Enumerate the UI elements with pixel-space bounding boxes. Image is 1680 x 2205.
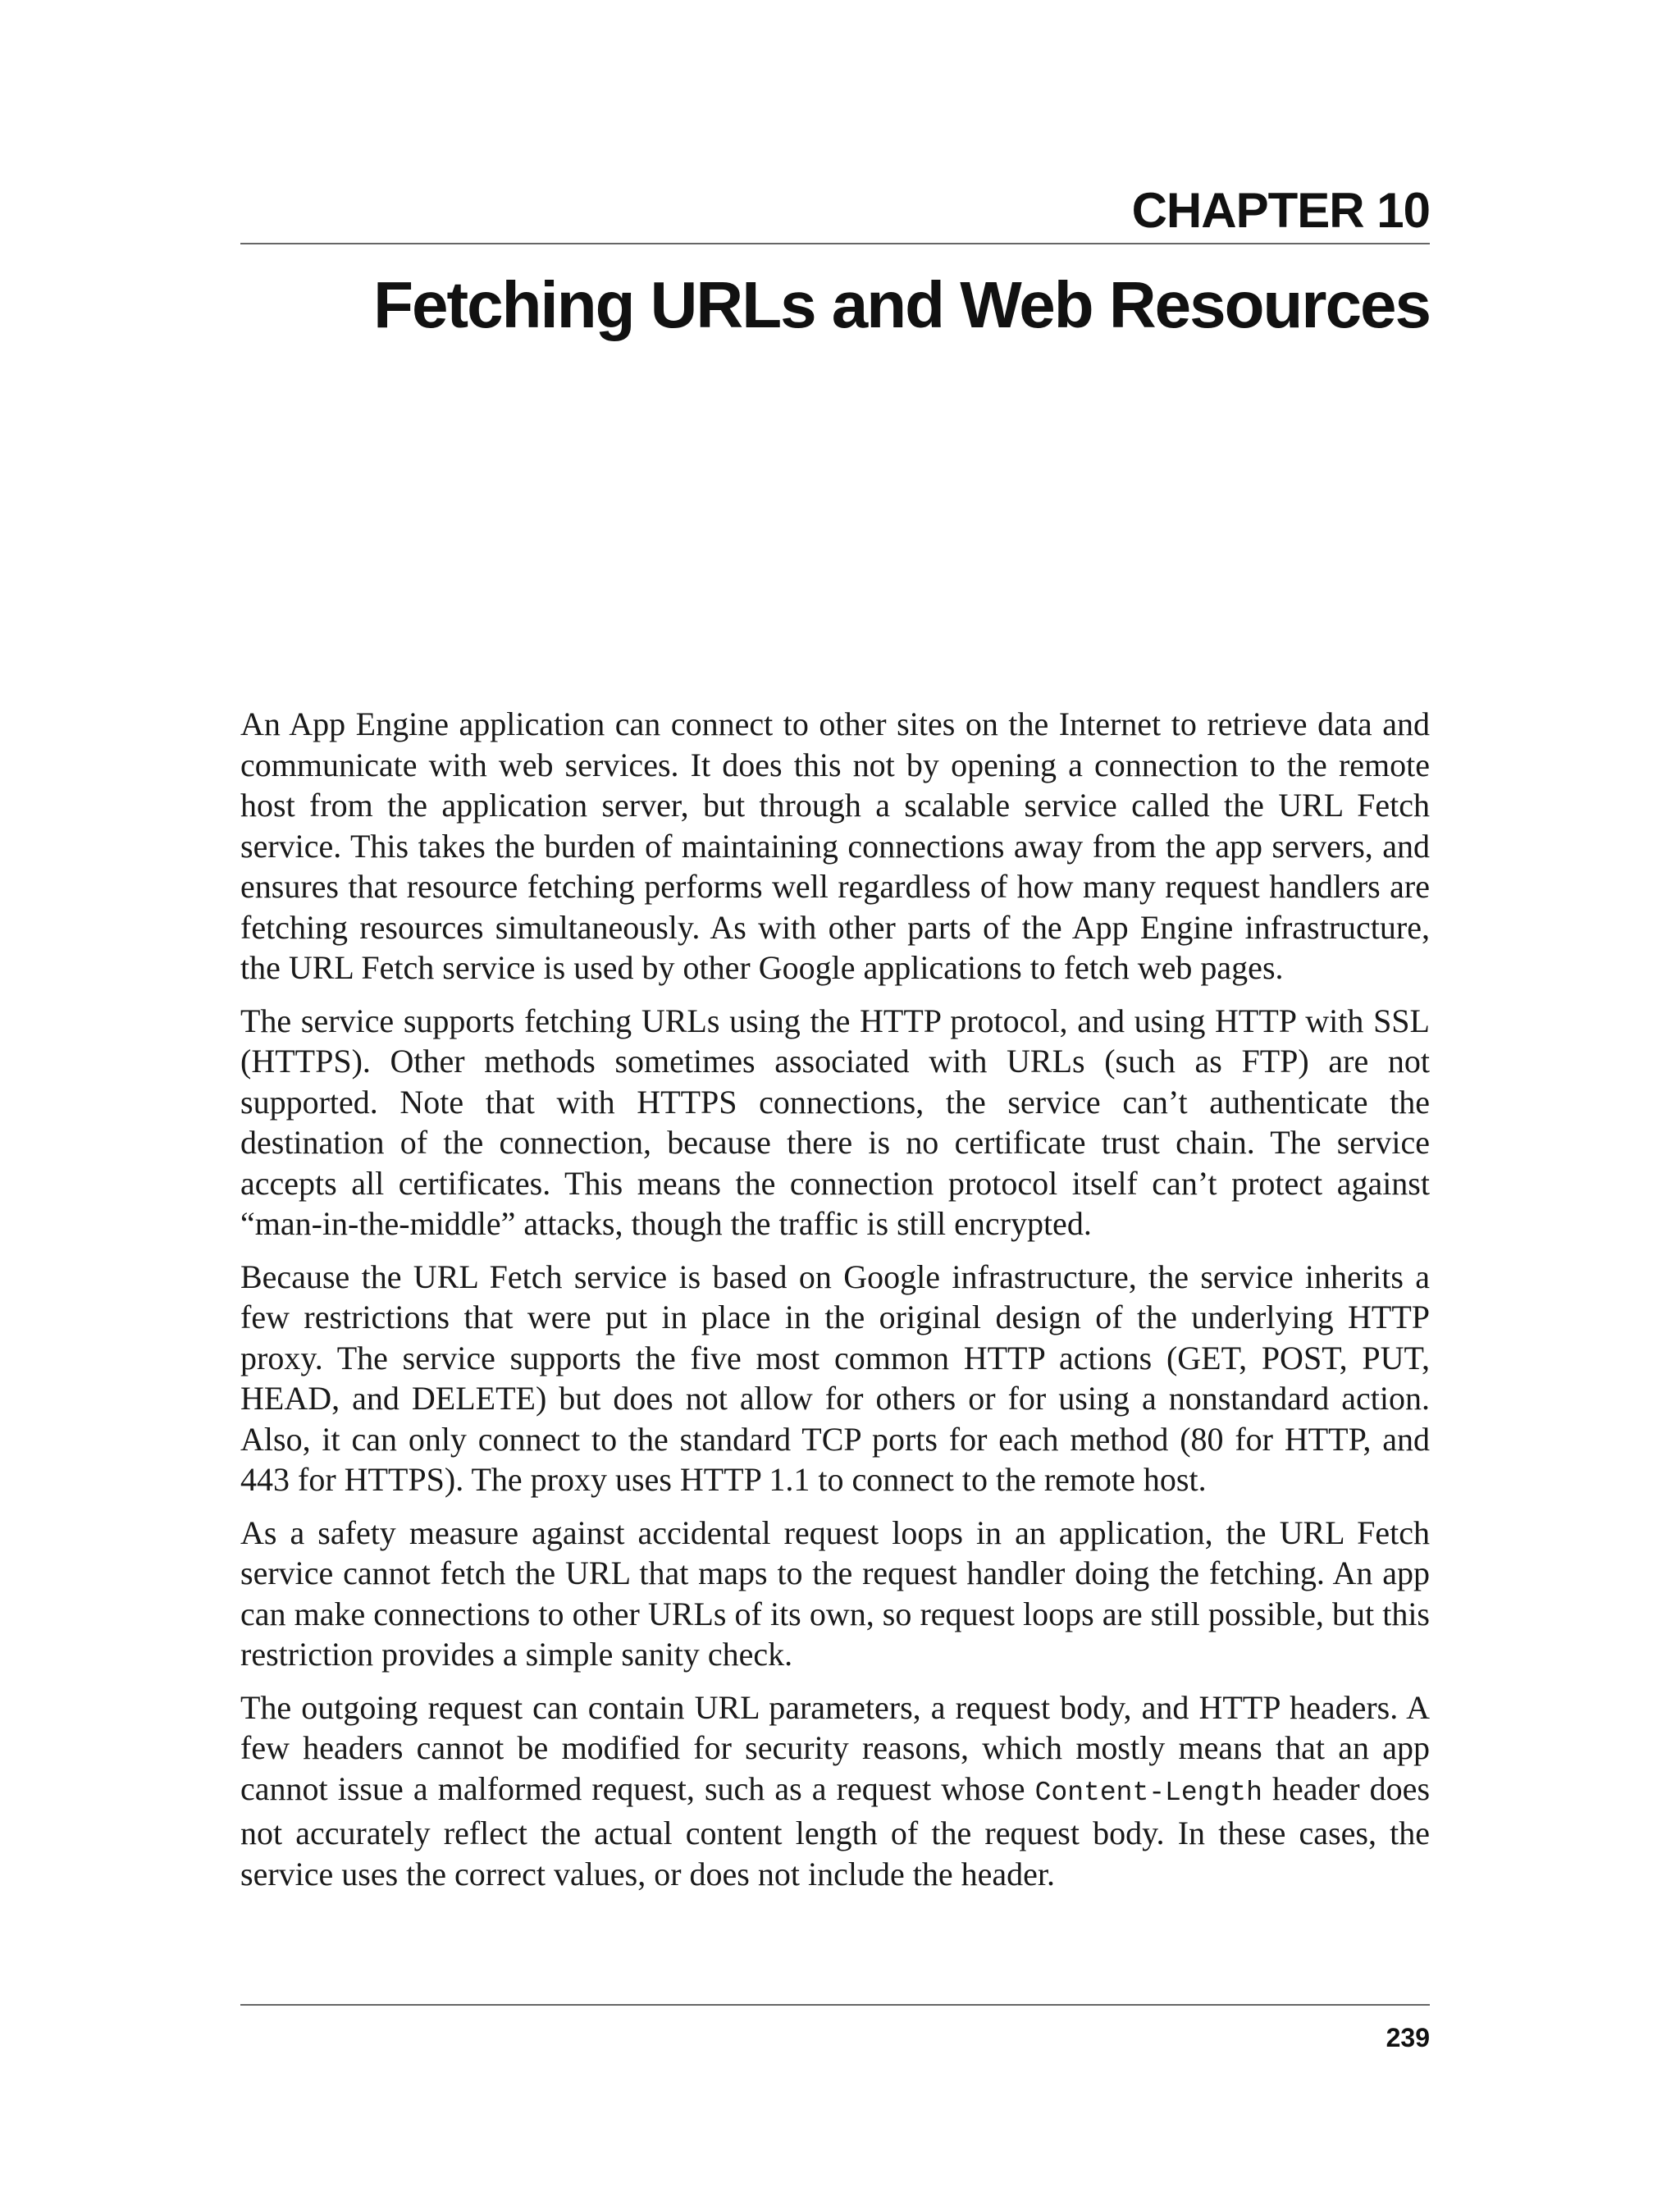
body-paragraph-2: The service supports fetching URLs using the HTTP protocol, and using HTTP with SSL (HTTPS). Other methods sometimes associated with URLs (such as FTP) are not supported. Note that with HTTPS connections, the service can’t authenticate the destination of the connection, because there is no certificate trust chain. The service accepts all certificates. This means the connection protocol itself can’t protect against “man-in-the-middle” attacks, though the traffic is still encrypted. (240, 1002, 1430, 1242)
inline-code-content-length: Content-Length (1034, 1777, 1262, 1808)
footer-divider (240, 2004, 1430, 2006)
chapter-divider (240, 243, 1430, 244)
body-paragraph-4: As a safety measure against accidental request loops in an application, the URL Fetch service cannot fetch the URL that maps to the request handler doing the fetching. An app can make connections to other URLs of its own, so request loops are still possible, but this restriction provides a simple sanity check. (240, 1513, 1430, 1673)
page-number: 239 (1386, 2023, 1430, 2052)
chapter-body (240, 704, 1430, 1906)
body-paragraph-3: Because the URL Fetch service is based on Google infrastructure, the service inherits a few restrictions that were put in place in the original design of the underlying HTTP proxy. The service supports the five most common HTTP actions (GET, POST, PUT, HEAD, and DELETE) but does not allow for others or for using a nonstandard action. Also, it can only connect to the standard TCP ports for each method (80 for HTTP, and 443 for HTTPS). The proxy uses HTTP 1.1 to connect to the remote host. (240, 1258, 1430, 1498)
body-paragraph-1: An App Engine application can connect to other sites on the Internet to retrieve data and communicate with web services. It does this not by opening a connection to the remote host from the application server, but through a scalable service called the URL Fetch service. This takes the burden of maintaining connections away from the app servers, and ensures that resource fetching performs well regardless of how many request handlers are fetching resources simultaneously. As with other parts of the App Engine infrastructure, the URL Fetch service is used by other Google applications to fetch web pages. (240, 705, 1430, 986)
chapter-label: CHAPTER 10 (1131, 183, 1430, 238)
chapter-title: Fetching URLs and Web Resources (373, 268, 1430, 341)
paragraph-5-text-end: header does not accurately reflect the actual content length of the request body. In these cases, the service uses the correct values, or does not include the header. (240, 1769, 1431, 1892)
body-paragraph-5 (240, 1687, 1430, 1895)
paragraph-5-text-start: The outgoing request can contain URL parameters, a request body, and HTTP headers. A few headers cannot be modified for security reasons, which mostly means that an app cannot issue a malformed request, such as a request whose (240, 1688, 1430, 1807)
